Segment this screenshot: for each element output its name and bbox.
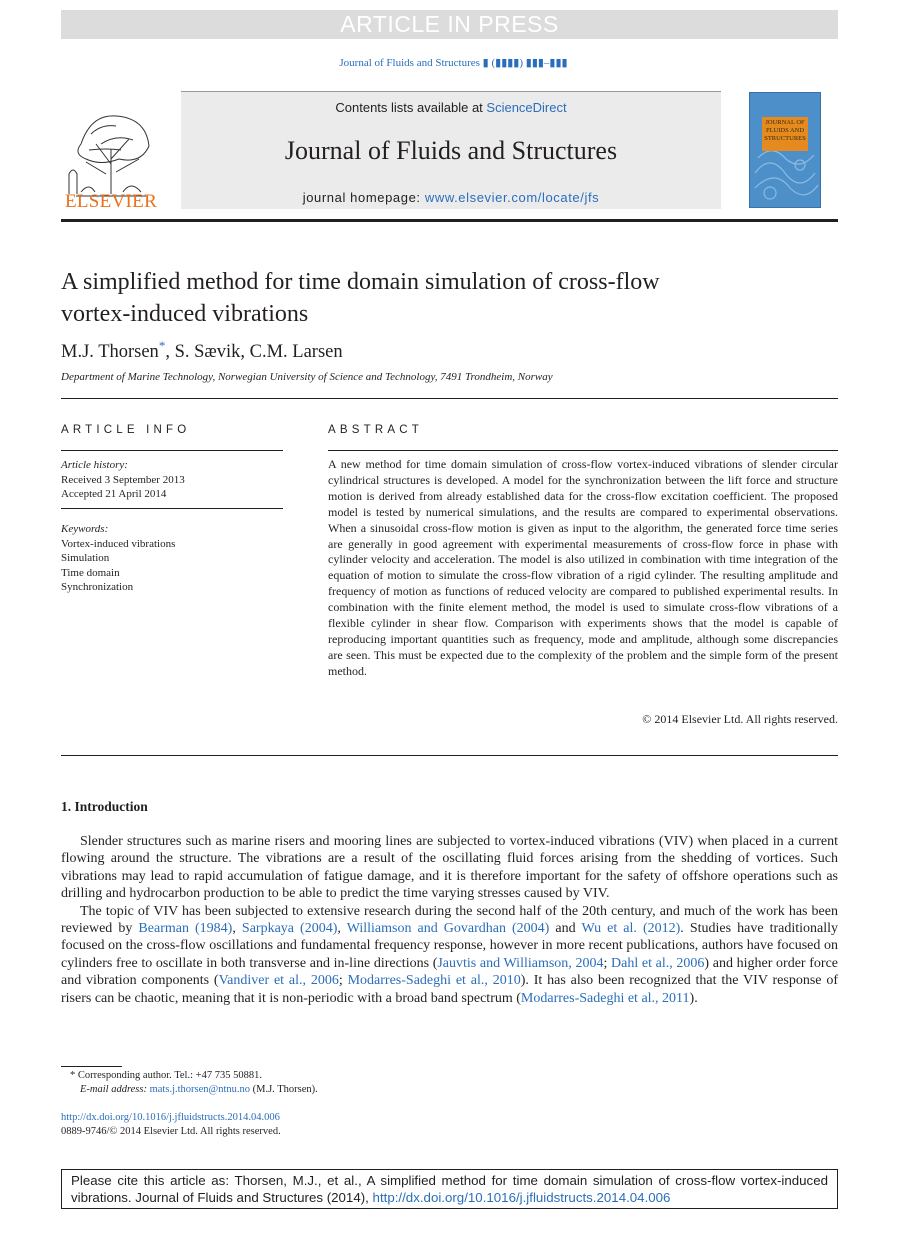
text-run: The topic of VIV has been subjected to extensive research during the second half of the 20th century, and much of the work has been reviewed by	[61, 903, 838, 937]
keyword: Synchronization	[61, 581, 134, 593]
footnote-email	[80, 1083, 318, 1097]
text-run: ) and higher order force and vibration components (	[61, 955, 838, 989]
email-owner: (M.J. Thorsen).	[249, 1084, 318, 1095]
email-label: E-mail address:	[80, 1084, 150, 1095]
article-title	[61, 266, 838, 330]
sciencedirect-link[interactable]: ScienceDirect	[486, 100, 567, 115]
cite-doi-link[interactable]: http://dx.doi.org/10.1016/j.jfluidstructs.2014.04.006	[372, 1189, 671, 1205]
corresponding-author-marker[interactable]: *	[158, 338, 166, 353]
journal-citation-line[interactable]: Journal of Fluids and Structures ▮ (▮▮▮▮) ▮▮▮–▮▮▮	[339, 57, 568, 69]
reference-link[interactable]: Williamson and Govardhan (2004)	[346, 921, 550, 937]
cite-this-article-box	[61, 1169, 838, 1209]
cover-label: JOURNAL OF FLUIDS AND STRUCTURES	[762, 117, 808, 151]
other-authors: , S. Sævik, C.M. Larsen	[165, 342, 343, 363]
issn-line: 0889-9746/© 2014 Elsevier Ltd. All rights reserved.	[61, 1126, 281, 1137]
abstract-copyright: © 2014 Elsevier Ltd. All rights reserved.	[642, 712, 838, 726]
author-list	[61, 338, 343, 363]
keyword: Simulation	[61, 552, 110, 564]
received-date: Received 3 September 2013	[61, 473, 185, 486]
article-title-line-1: A simplified method for time domain simulation of cross-flow	[61, 269, 660, 295]
text-run: ). It has also been recognized that the VIV response of risers can be chaotic, meaning that it is non-periodic with a broad band spectrum (	[61, 973, 839, 1006]
keyword: Vortex-induced vibrations	[61, 537, 176, 550]
elsevier-wordmark: ELSEVIER	[64, 191, 158, 212]
reference-link[interactable]: Jauvtis and Williamson, 2004	[437, 955, 604, 971]
cite-text: Please cite this article as: Thorsen, M.J., et al., A simplified method for time domain simulation of cross-flow vortex-induced vibrations. Journal of Fluids and Structures (2014),	[71, 1173, 828, 1205]
keywords-label: Keywords:	[61, 523, 109, 535]
introduction-body	[61, 833, 838, 1007]
text-run: and	[549, 921, 582, 937]
journal-homepage-link[interactable]: www.elsevier.com/locate/jfs	[424, 190, 600, 205]
contents-line	[181, 100, 721, 115]
email-link[interactable]: mats.j.thorsen@ntnu.no	[149, 1084, 250, 1095]
journal-title: Journal of Fluids and Structures	[284, 136, 618, 165]
divider	[61, 755, 838, 756]
text-run: ,	[232, 921, 242, 937]
journal-masthead	[61, 88, 838, 224]
divider	[328, 450, 838, 451]
history-label: Article history:	[61, 459, 128, 471]
journal-header-box	[181, 91, 721, 209]
text-run: ;	[338, 973, 348, 989]
homepage-prefix: journal homepage:	[302, 190, 425, 205]
intro-paragraph-2	[61, 903, 838, 1007]
divider	[61, 450, 283, 451]
text-run: ).	[689, 990, 698, 1006]
journal-homepage-line	[181, 190, 721, 205]
footnote-corresponding-author: * Corresponding author. Tel.: +47 735 50881.	[70, 1070, 262, 1081]
article-history	[61, 458, 185, 502]
reference-link[interactable]: Vandiver et al., 2006	[218, 973, 339, 989]
affiliation: Department of Marine Technology, Norwegian University of Science and Technology, 7491 Trondheim, Norway	[61, 371, 553, 383]
reference-link[interactable]: Modarres-Sadeghi et al., 2011	[520, 990, 690, 1006]
author-name: M.J. Thorsen	[61, 342, 159, 363]
contents-prefix: Contents lists available at	[335, 100, 487, 115]
text-run: ,	[337, 921, 347, 937]
accepted-date: Accepted 21 April 2014	[61, 488, 167, 500]
doi-link[interactable]: http://dx.doi.org/10.1016/j.jfluidstructs.2014.04.006	[61, 1112, 280, 1123]
reference-link[interactable]: Bearman (1984)	[138, 921, 233, 937]
text-run: . Studies have traditionally focused on the cross-flow oscillations and fundamental frequency response, however in more recent publications, authors have focused on cylinders free to oscillate in both transverse and in-line directions (	[61, 921, 839, 971]
divider	[61, 398, 838, 399]
abstract-heading: ABSTRACT	[328, 424, 423, 436]
divider	[61, 508, 283, 509]
masthead-rule	[61, 219, 838, 222]
text-run: ;	[603, 955, 612, 971]
reference-link[interactable]: Wu et al. (2012)	[581, 921, 681, 937]
footnote-rule	[61, 1066, 122, 1067]
keyword: Time domain	[61, 566, 120, 579]
article-info-heading: ARTICLE INFO	[61, 424, 191, 436]
keywords-block	[61, 522, 175, 595]
intro-paragraph-1: Slender structures such as marine risers and mooring lines are subjected to vortex-induced vibrations (VIV) when placed in a current flowing around the structure. The vibrations are a result of the oscillating fluid forces arising from the shedding of vortices. Such vibrations may lead to rapid accumulation of fatigue damage, and it is therefore important for the safety of offshore operations such as drilling and hydrocarbon production to be able to predict the time varying stresses caused by VIV.	[61, 834, 838, 902]
reference-link[interactable]: Dahl et al., 2006	[611, 955, 705, 971]
section-heading-introduction: 1. Introduction	[61, 799, 148, 814]
reference-link[interactable]: Modarres-Sadeghi et al., 2010	[347, 973, 521, 989]
article-in-press-banner: ARTICLE IN PRESS	[61, 10, 838, 39]
journal-cover-image[interactable]	[749, 92, 821, 208]
abstract-text: A new method for time domain simulation of cross-flow vortex-induced vibrations of slender circular cylindrical structures is developed. A model for the synchronization between the lift force and structure motion is derived from already established data for the cross-flow excitation coefficient. The proposed model is tested by numerical simulations, and the results are compared to experimental observations. When a sinusoidal cross-flow motion is given as input to the algorithm, the generated force time series are generally in good agreement with experimental measurements of cross-flow force in phase with cylinder velocity and acceleration. The model is also utilized in combination with time integration of the equation of motion to simulate the cross-flow vibration of a rigid cylinder. The resulting amplitude and frequency of motion as functions of reduced velocity are compared to published experimental results. In combination with the finite element method, the model is used to simulate cross-flow vibrations of a flexible cylinder in shear flow. Comparison with experiments shows that the model is capable of reproducing important quantities such as frequency, mode and amplitude, although some discrepancies are seen. This must be expected due to the complexity of the problem and the simple form of the present method.	[328, 457, 838, 678]
reference-link[interactable]: Sarpkaya (2004)	[241, 921, 338, 937]
article-title-line-2: vortex-induced vibrations	[61, 301, 309, 327]
